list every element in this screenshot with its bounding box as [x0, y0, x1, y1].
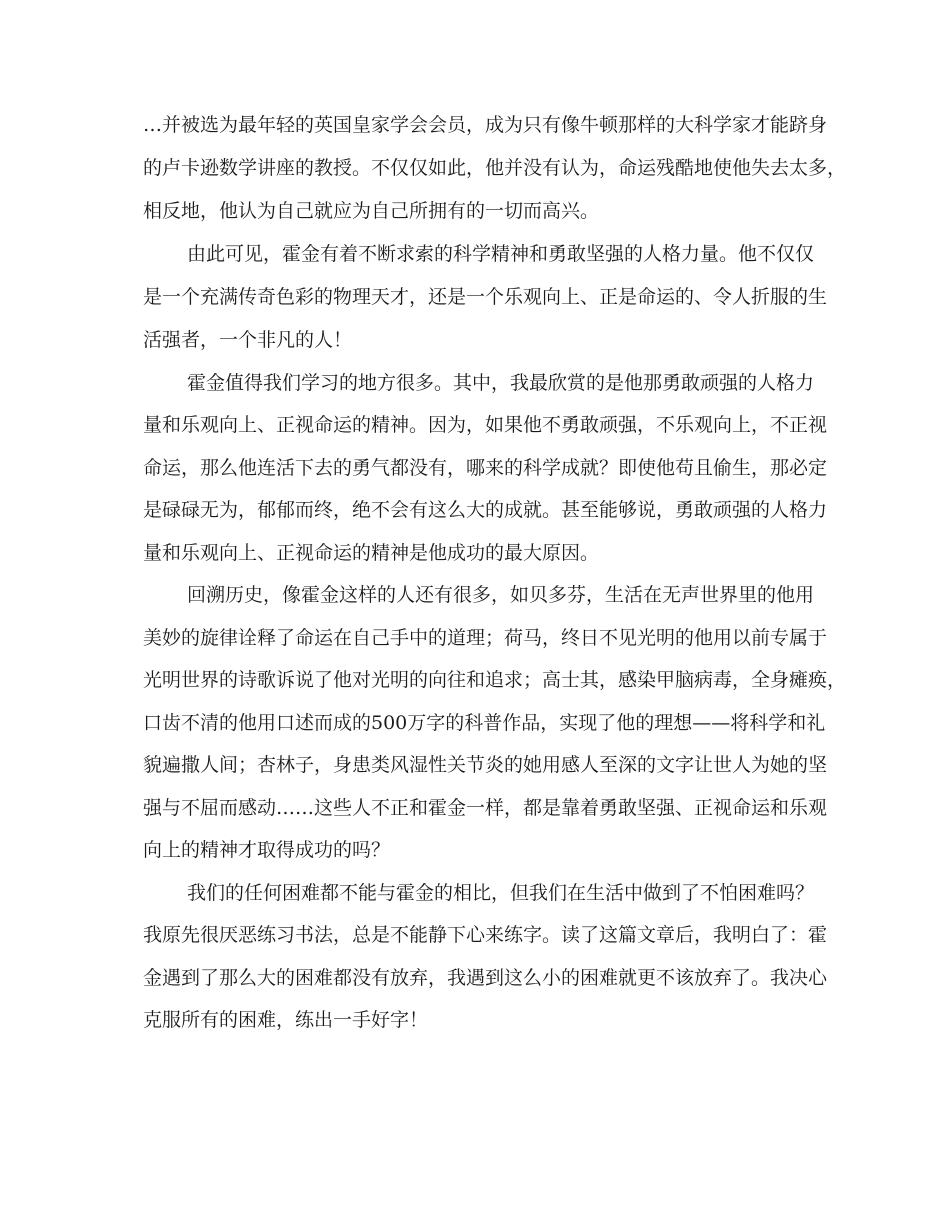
text-line: 量和乐观向上、正视命运的精神是他成功的最大原因。	[143, 542, 600, 564]
text-line: 是碌碌无为，郁郁而终，绝不会有这么大的成就。甚至能够说，勇敢顽强的人格力	[143, 499, 828, 521]
text-line: 是一个充满传奇色彩的物理天才，还是一个乐观向上、正是命运的、令人折服的生	[143, 286, 828, 308]
text-line: 霍金值得我们学习的地方很多。其中，我最欣赏的是他那勇敢顽强的人格力	[187, 372, 815, 394]
text-line: 的卢卡逊数学讲座的教授。不仅仅如此，他并没有认为，命运残酷地使他失去太多，	[143, 157, 847, 179]
text-line: …并被选为最年轻的英国皇家学会会员，成为只有像牛顿那样的大科学家才能跻身	[143, 114, 828, 136]
text-line: 光明世界的诗歌诉说了他对光明的向往和追求；高士其，感染甲脑病毒，全身瘫痪，	[143, 669, 847, 691]
text-line: 向上的精神才取得成功的吗？	[143, 839, 391, 861]
text-line: 量和乐观向上、正视命运的精神。因为，如果他不勇敢顽强，不乐观向上，不正视	[143, 414, 828, 436]
text-line: 我们的任何困难都不能与霍金的相比，但我们在生活中做到了不怕困难吗？	[187, 882, 815, 904]
text-line: 貌遍撒人间；杏林子，身患类风湿性关节炎的她用感人至深的文字让世人为她的坚	[143, 754, 828, 776]
text-line: 强与不屈而感动……这些人不正和霍金一样，都是靠着勇敢坚强、正视命运和乐观	[143, 797, 828, 819]
text-line: 我原先很厌恶练习书法，总是不能静下心来练字。读了这篇文章后，我明白了：霍	[143, 924, 828, 946]
text-line: 由此可见，霍金有着不断求索的科学精神和勇敢坚强的人格力量。他不仅仅	[187, 243, 815, 265]
text-line: 口齿不清的他用口述而成的500万字的科普作品，实现了他的理想——将科学和礼	[143, 712, 826, 734]
text-line: 回溯历史，像霍金这样的人还有很多，如贝多芬，生活在无声世界里的他用	[187, 584, 815, 606]
text-line: 活强者，一个非凡的人！	[143, 329, 353, 351]
text-line: 金遇到了那么大的困难都没有放弃，我遇到这么小的困难就更不该放弃了。我决心	[143, 967, 828, 989]
text-line: 克服所有的困难，练出一手好字！	[143, 1009, 429, 1031]
text-line: 相反地，他认为自己就应为自己所拥有的一切而高兴。	[143, 200, 600, 222]
text-line: 命运，那么他连活下去的勇气都没有，哪来的科学成就？即使他苟且偷生，那必定	[143, 457, 828, 479]
text-line: 美妙的旋律诠释了命运在自己手中的道理；荷马，终日不见光明的他用以前专属于	[143, 627, 828, 649]
